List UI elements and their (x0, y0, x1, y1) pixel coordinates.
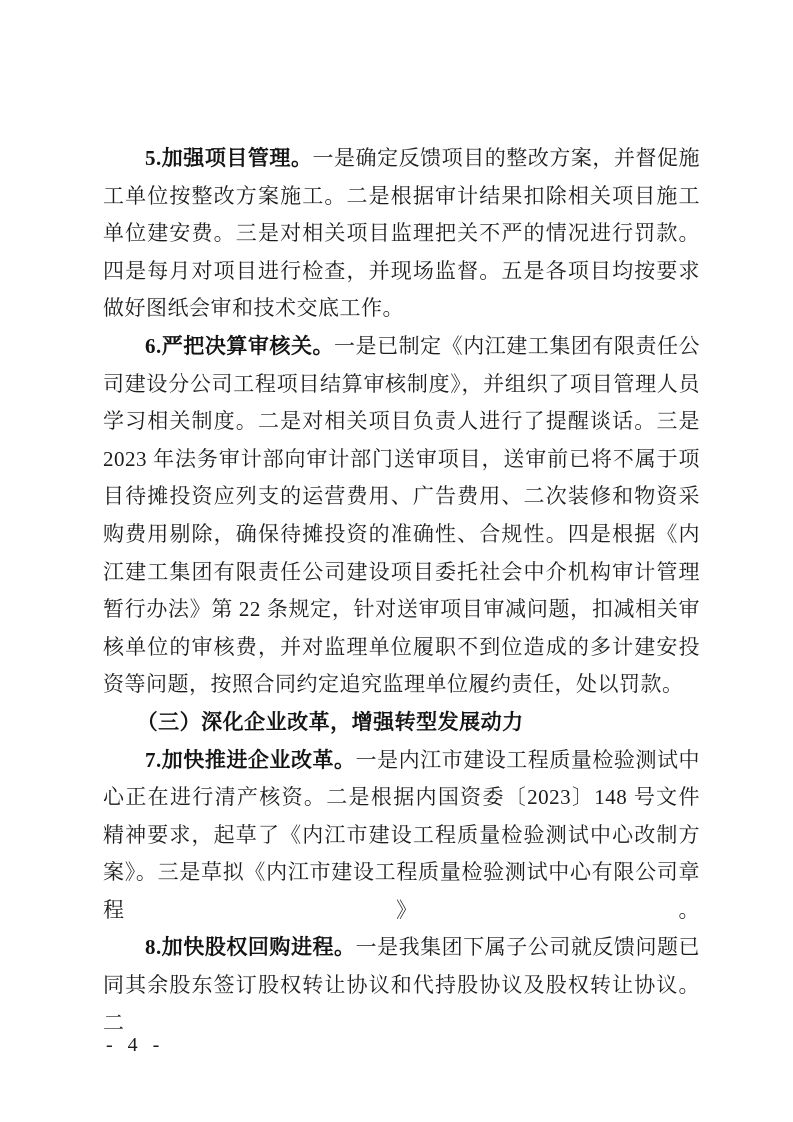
paragraph-item-5-lead: 5.加强项目管理。 (145, 146, 313, 170)
paragraph-item-8-text: 一是我集团下属子公司就反馈问题已同其余股东签订股权转让协议和代持股协议及股权转让协议。二 (103, 935, 701, 1035)
paragraph-item-6 (103, 328, 700, 704)
paragraph-item-7-lead: 7.加快推进企业改革。 (145, 747, 356, 772)
document-body (103, 140, 700, 1042)
paragraph-item-5-text: 一是确定反馈项目的整改方案，并督促施工单位按整改方案施工。二是根据审计结果扣除相关项目施工单位建安费。三是对相关项目监理把关不严的情况进行罚款。四是每月对项目进行检查，并现场监督。五是各项目均按要求做好图纸会审和技术交底工作。 (103, 146, 701, 321)
paragraph-item-5 (103, 140, 700, 328)
section-heading-3: （三）深化企业改革，增强转型发展动力 (136, 709, 524, 734)
paragraph-item-8 (103, 929, 700, 1042)
page-number: - 4 - (106, 1034, 165, 1056)
paragraph-item-7-text: 一是内江市建设工程质量检验测试中心正在进行清产核资。二是根据内国资委〔2023〕148 号文件精神要求，起草了《内江市建设工程质量检验测试中心改制方案》。三是草拟《内江市建设工程质量检验测试中心有限公司章程》。 (103, 747, 701, 922)
paragraph-item-7 (103, 742, 700, 930)
paragraph-item-6-lead: 6.严把决算审核关。 (145, 333, 335, 358)
paragraph-item-6-text: 一是已制定《内江建工集团有限责任公司建设分公司工程项目结算审核制度》，并组织了项目管理人员学习相关制度。二是对相关项目负责人进行了提醒谈话。三是 2023 年法务审计部向审计部门送审项目，送审前已将不属于项目待摊投资应列支的运营费用、广告费用、二次装修和物资采购费用剔除，确保待摊投资的准确性、合规性。四是根据《内江建工集团有限责任公司建设项目委托社会中介机构审计管理暂行办法》第 22 条规定，针对送审项目审减问题，扣减相关审核单位的审核费，并对监理单位履职不到位造成的多计建安投资等问题，按照合同约定追究监理单位履约责任，处以罚款。 (103, 333, 701, 697)
paragraph-item-8-lead: 8.加快股权回购进程。 (145, 935, 356, 960)
